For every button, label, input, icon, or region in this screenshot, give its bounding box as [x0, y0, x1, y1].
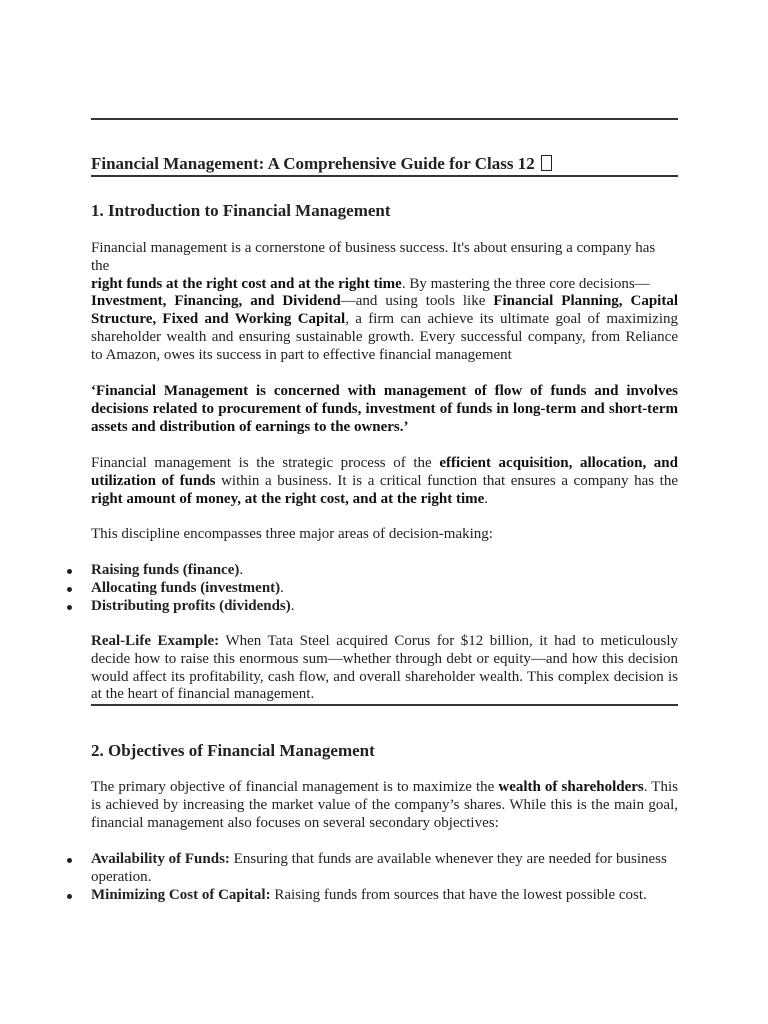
- list-item: [91, 887, 678, 905]
- section-1-intro: [91, 240, 678, 365]
- list-item: [91, 580, 678, 598]
- definition-quote-text: ‘Financial Management is concerned with management of flow of funds and involves decisions related to procurement of funds, investment of funds in long-term and short-term assets and distribution of earnings to the owners.’: [91, 383, 678, 435]
- bullet-icon: [67, 569, 72, 574]
- intro-line-4: [91, 293, 678, 311]
- real-life-example: [91, 633, 678, 706]
- intro-bold-tools-b: Structure, Fixed and Working Capital: [91, 311, 346, 328]
- top-divider: [91, 118, 678, 120]
- definition-part-1: Financial management is the strategic process of the: [91, 455, 440, 471]
- section-2-heading: 2. Objectives of Financial Management: [91, 741, 375, 760]
- section-2-intro: [91, 779, 678, 832]
- definition-bold-2: right amount of money, at the right cost, and at the right time: [91, 490, 485, 507]
- intro-line-5: [91, 311, 678, 329]
- example-text: When Tata Steel acquired Corus for $12 billion, it had to meticulously decide how to raise this enormous sum—whether through debt or equity—and how this decision would affect its profitability, cash flow, and overall shareholder wealth. This complex decision is at the heart of financial management.: [91, 633, 679, 703]
- objectives-intro-part-1: The primary objective of financial management is to maximize the: [91, 779, 499, 795]
- section-1-heading: 1. Introduction to Financial Management: [91, 201, 391, 220]
- area-3-label: Distributing profits (dividends): [91, 597, 291, 614]
- list-item: [91, 562, 678, 580]
- definition-part-2: within a business. It is a critical function that ensures a company has the: [215, 472, 678, 489]
- objectives-list: [91, 851, 678, 904]
- intro-bold-tools-a: Financial Planning, Capital: [493, 293, 679, 310]
- objective-1-text: Ensuring that funds are available whenever they are needed for business operation.: [91, 851, 667, 885]
- definition-part-3: .: [484, 490, 489, 507]
- area-1-label: Raising funds (finance): [91, 562, 240, 578]
- intro-line-5-rest: , a firm can achieve its ultimate goal of maximizing: [345, 311, 678, 328]
- bullet-icon: [67, 894, 72, 899]
- decision-areas-list: [91, 562, 678, 615]
- intro-line-1: Financial management is a cornerstone of business success. It's about ensuring a company has: [91, 240, 656, 256]
- document-title: [91, 153, 678, 177]
- bullet-icon: [67, 605, 72, 610]
- intro-line-6: shareholder wealth and ensuring sustainable growth. Every successful company, from Reliance: [91, 328, 678, 345]
- intro-line-3: [91, 276, 678, 294]
- area-2-label: Allocating funds (investment): [91, 579, 281, 596]
- objectives-intro-part-2: . This is achieved by increasing the market value of the company’s shares. While this is the main goal, financial management also focuses on several secondary objectives:: [91, 779, 678, 831]
- intro-line-3-rest: . By mastering the three core decisions—: [401, 275, 650, 292]
- definition-paragraph: [91, 455, 678, 508]
- intro-bold-decisions: Investment, Financing, and Dividend: [91, 293, 341, 310]
- example-label: Real-Life Example:: [91, 633, 220, 649]
- document-title-text: Financial Management: A Comprehensive Guide for Class 12: [91, 154, 535, 173]
- missing-glyph-icon: [541, 155, 552, 171]
- intro-line-2: the: [91, 257, 110, 274]
- objective-1-label: Availability of Funds:: [91, 851, 230, 867]
- list-item: [91, 598, 678, 616]
- area-3-rest: .: [290, 597, 295, 614]
- area-2-rest: .: [280, 579, 284, 596]
- objectives-intro-bold: wealth of shareholders: [498, 779, 644, 795]
- objective-2-text: Raising funds from sources that have the lowest possible cost.: [270, 886, 647, 903]
- list-item: [91, 851, 678, 887]
- definition-bold-1: efficient acquisition, allocation, and utilization of funds: [91, 455, 678, 489]
- area-1-rest: .: [239, 562, 244, 578]
- areas-intro: This discipline encompasses three major areas of decision-making:: [91, 526, 493, 542]
- intro-line-4-mid: —and using tools like: [340, 293, 494, 310]
- intro-bold-right-funds: right funds at the right cost and at the right time: [91, 275, 402, 292]
- objective-2-label: Minimizing Cost of Capital:: [91, 886, 271, 903]
- definition-quote: [91, 383, 678, 436]
- intro-line-7: to Amazon, owes its success in part to effective financial management: [91, 346, 512, 363]
- bullet-icon: [67, 587, 72, 592]
- bullet-icon: [67, 858, 72, 863]
